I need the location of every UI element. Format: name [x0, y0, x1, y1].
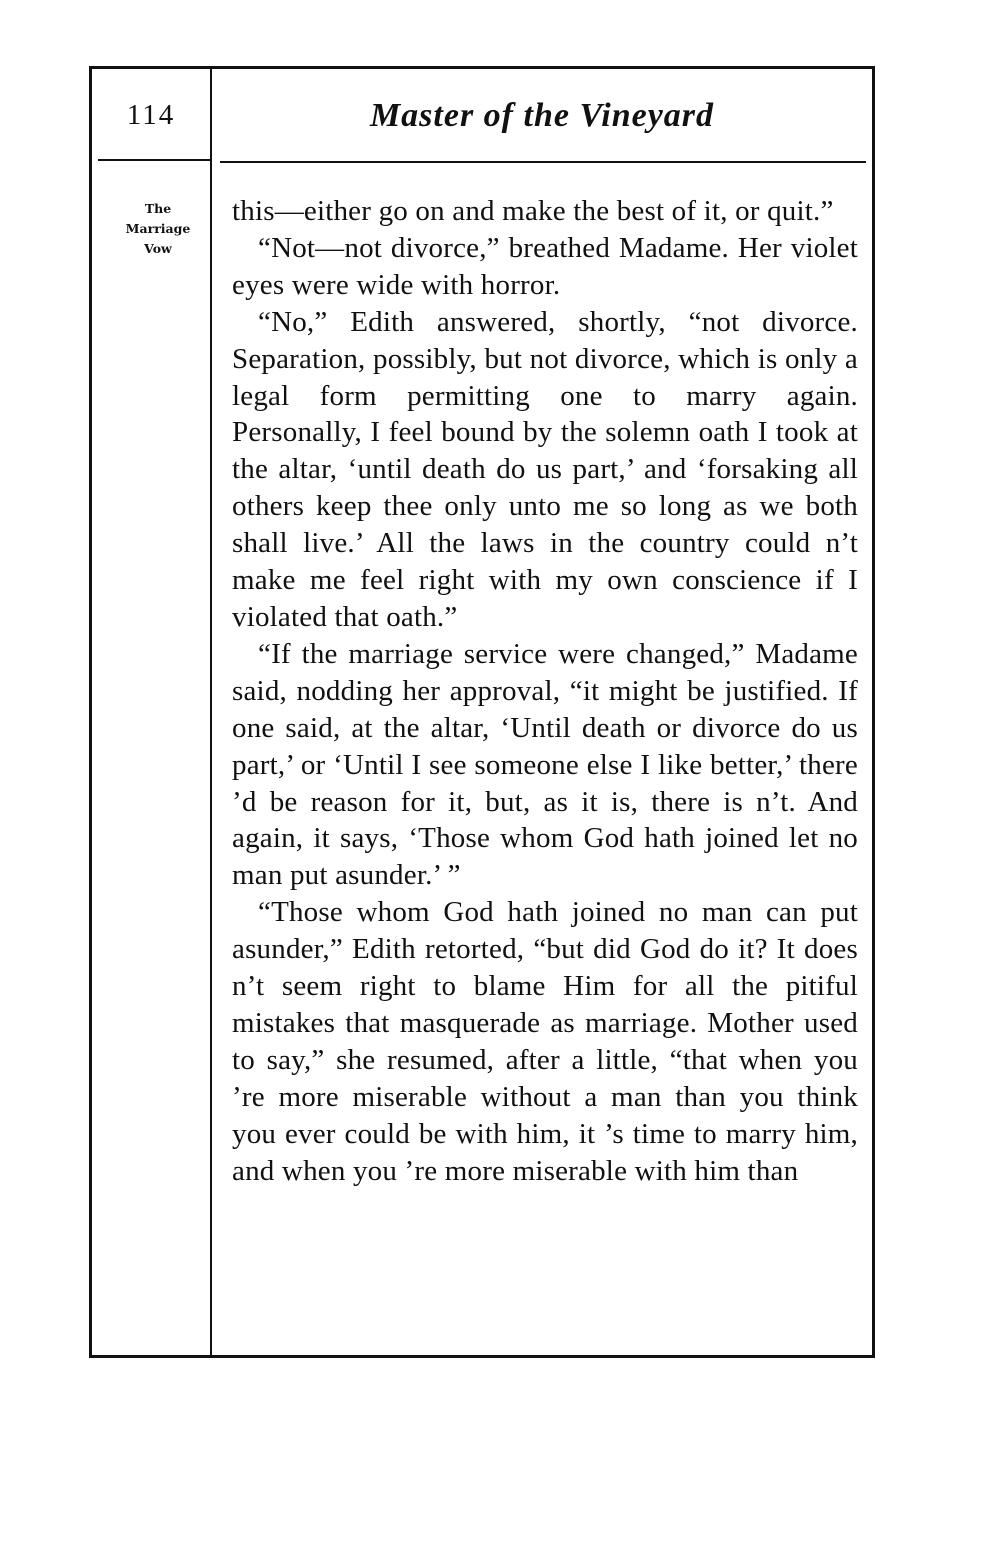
margin-note	[118, 199, 198, 259]
margin-note-line: Marriage	[125, 221, 191, 236]
running-head: Master of the Vineyard	[369, 97, 715, 134]
margin-note-line: Vow	[144, 241, 172, 256]
margin-divider	[210, 69, 212, 1355]
paragraph: “If the marriage service were changed,” Madame said, nodding her approval, “it might be justified. If one said, at the altar, ‘Until death or divorce do us part,’ or ‘Until I see someone else I like better,’ there ’d be reason for it, but, as it is, there is n’t. And again, it says, ‘Those whom God hath joined let no man put asunder.’ ”	[232, 637, 858, 892]
margin-note-line: The	[144, 201, 172, 216]
page-number: 114	[126, 99, 176, 131]
paragraph: “Those whom God hath joined no man can put asunder,” Edith retorted, “but did God do it? It does n’t seem right to blame Him for all the pitiful mistakes that masquerade as marriage. Mother used to say,” she resumed, after a little, “that when you ’re more miserable without a man than you think you ever could be with him, it ’s time to marry him, and when you ’re more miserable with him than	[232, 896, 858, 1187]
header-rule-right	[220, 161, 866, 163]
paragraph: “No,” Edith answered, shortly, “not divorce. Separation, possibly, but not divorce, which is only a legal form permitting one to marry again. Personally, I feel bound by the solemn oath I took at the altar, ‘until death do us part,’ and ‘forsaking all others keep thee only unto me so long as we both shall live.’ All the laws in the country could n’t make me feel right with my own conscience if I violated that oath.”	[232, 305, 858, 633]
body-text	[232, 193, 858, 1189]
paragraph: “Not—not divorce,” breathed Madame. Her violet eyes were wide with horror.	[232, 231, 858, 301]
paragraph: this—either go on and make the best of it, or quit.”	[232, 195, 834, 227]
header-rule-left	[98, 159, 210, 161]
page-frame	[89, 66, 875, 1358]
